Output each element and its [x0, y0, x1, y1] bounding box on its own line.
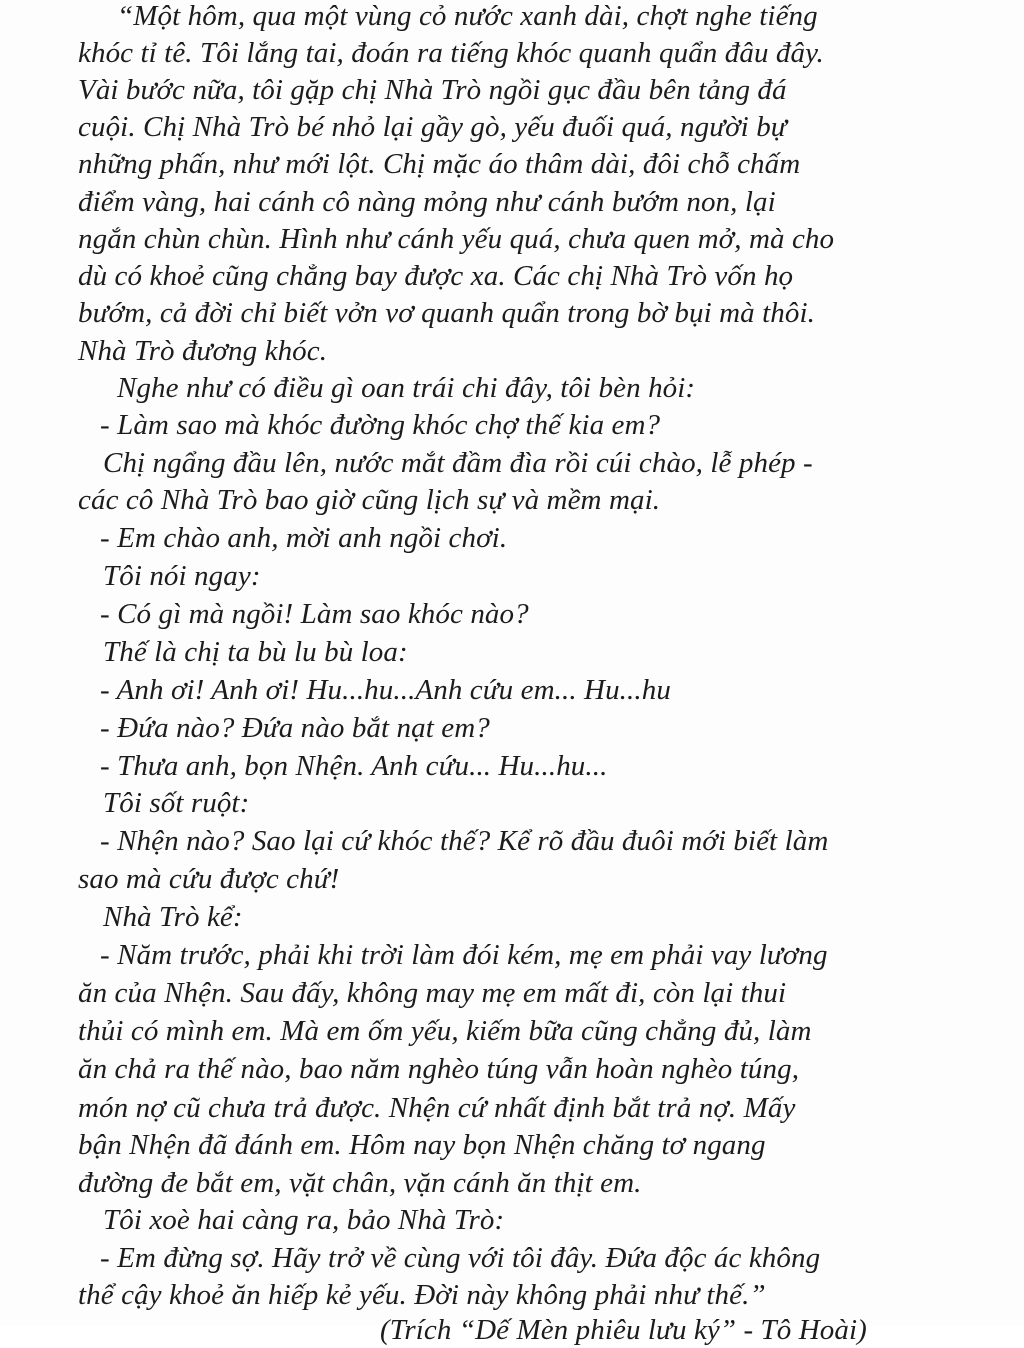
text-line: cuội. Chị Nhà Trò bé nhỏ lại gầy gò, yếu đuối quá, người bự — [78, 111, 787, 143]
text-line: Nhà Trò đương khóc. — [78, 335, 328, 367]
text-line: Nghe như có điều gì oan trái chi đây, tôi bèn hỏi: — [117, 372, 696, 404]
text-line: thể cậy khoẻ ăn hiếp kẻ yếu. Đời này không phải như thế.” — [78, 1279, 766, 1311]
text-line: sao mà cứu được chứ! — [78, 863, 340, 895]
text-line: bướm, cả đời chỉ biết vởn vơ quanh quẩn trong bờ bụi mà thôi. — [78, 297, 815, 329]
text-line: - Nhện nào? Sao lại cứ khóc thế? Kể rõ đầu đuôi mới biết làm — [100, 825, 829, 857]
text-line: món nợ cũ chưa trả được. Nhện cứ nhất định bắt trả nợ. Mấy — [78, 1092, 796, 1124]
text-line: đường đe bắt em, vặt chân, vặn cánh ăn thịt em. — [78, 1167, 642, 1199]
text-line: các cô Nhà Trò bao giờ cũng lịch sự và mềm mại. — [78, 484, 661, 516]
text-line: điểm vàng, hai cánh cô nàng mỏng như cánh bướm non, lại — [78, 186, 776, 218]
text-line: Tôi nói ngay: — [103, 560, 261, 592]
text-line: - Em chào anh, mời anh ngồi chơi. — [100, 522, 508, 554]
text-line: - Có gì mà ngồi! Làm sao khóc nào? — [100, 598, 529, 630]
text-line: - Năm trước, phải khi trời làm đói kém, mẹ em phải vay lương — [100, 939, 828, 971]
text-line: khóc tỉ tê. Tôi lắng tai, đoán ra tiếng khóc quanh quẩn đâu đây. — [78, 37, 824, 69]
text-line: Tôi sốt ruột: — [103, 787, 250, 819]
text-line: Chị ngẩng đầu lên, nước mắt đầm đìa rồi cúi chào, lễ phép - — [103, 447, 813, 479]
text-line: ăn chả ra thế nào, bao năm nghèo túng vẫn hoàn nghèo túng, — [78, 1053, 800, 1085]
text-line: ăn của Nhện. Sau đấy, không may mẹ em mất đi, còn lại thui — [78, 977, 787, 1009]
text-line: - Thưa anh, bọn Nhện. Anh cứu... Hu...hu... — [100, 750, 608, 782]
source-caption: (Trích “Dế Mèn phiêu lưu ký” - Tô Hoài) — [380, 1314, 867, 1346]
text-line: “Một hôm, qua một vùng cỏ nước xanh dài, chợt nghe tiếng — [117, 0, 818, 32]
text-line: những phấn, như mới lột. Chị mặc áo thâm dài, đôi chỗ chấm — [78, 148, 801, 180]
text-line: Thế là chị ta bù lu bù loa: — [103, 636, 408, 668]
text-line: - Làm sao mà khóc đường khóc chợ thế kia em? — [100, 409, 661, 441]
text-line: - Đứa nào? Đứa nào bắt nạt em? — [100, 712, 490, 744]
text-line: - Anh ơi! Anh ơi! Hu...hu...Anh cứu em... Hu...hu — [100, 674, 671, 706]
text-line: thủi có mình em. Mà em ốm yếu, kiếm bữa cũng chẳng đủ, làm — [78, 1015, 812, 1047]
text-line: Nhà Trò kể: — [103, 901, 243, 933]
text-line: - Em đừng sợ. Hãy trở về cùng với tôi đây. Đứa độc ác không — [100, 1242, 821, 1274]
text-line: bận Nhện đã đánh em. Hôm nay bọn Nhện chăng tơ ngang — [78, 1129, 766, 1161]
text-line: Vài bước nữa, tôi gặp chị Nhà Trò ngồi gục đầu bên tảng đá — [78, 74, 787, 106]
text-line: ngắn chùn chùn. Hình như cánh yếu quá, chưa quen mở, mà cho — [78, 223, 835, 255]
text-line: dù có khoẻ cũng chẳng bay được xa. Các chị Nhà Trò vốn họ — [78, 260, 794, 292]
text-line: Tôi xoè hai càng ra, bảo Nhà Trò: — [103, 1204, 505, 1236]
